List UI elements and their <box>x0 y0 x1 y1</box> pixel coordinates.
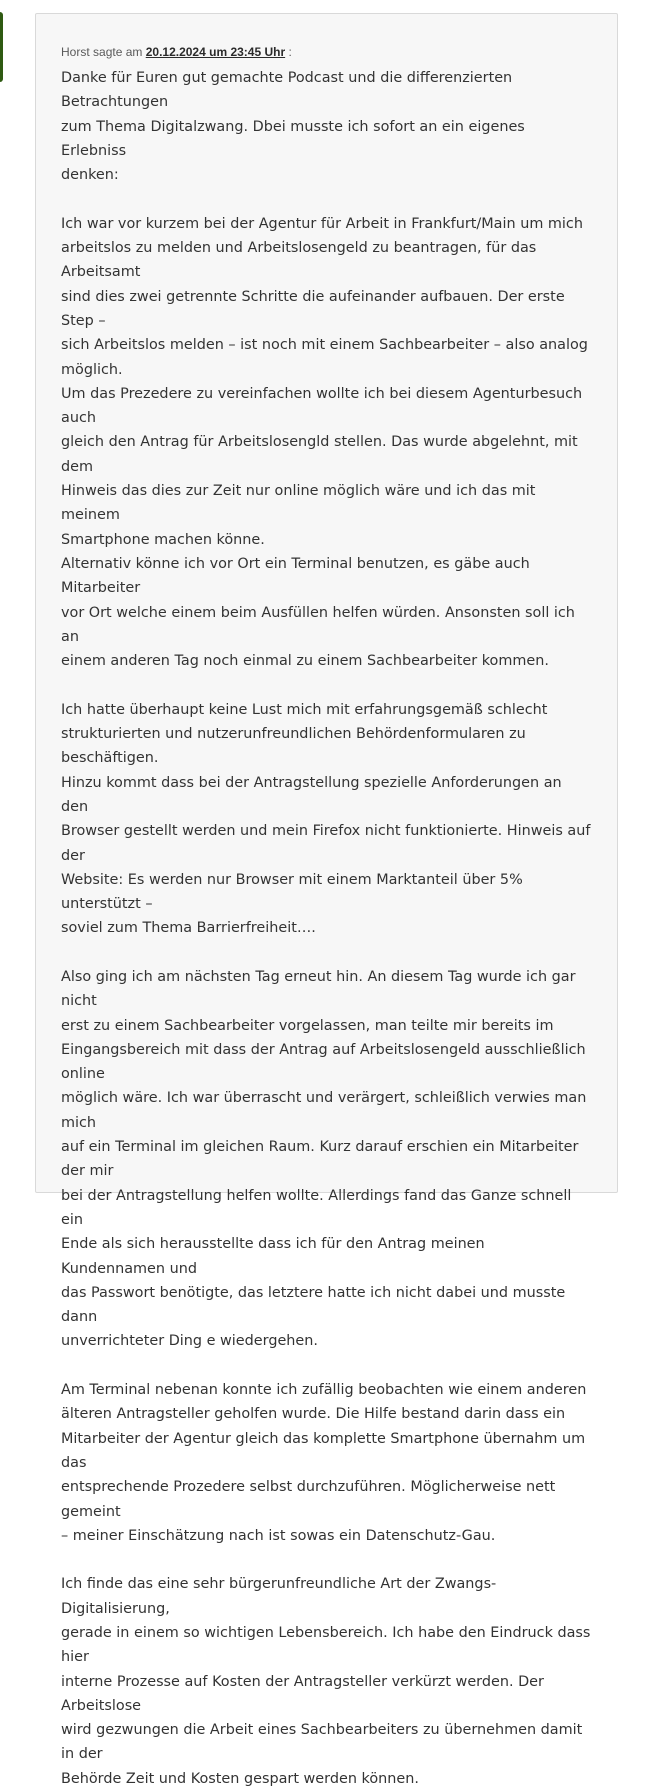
comment-body <box>61 66 593 1791</box>
comment-date-link[interactable]: 20.12.2024 um 23:45 Uhr <box>145 45 286 59</box>
side-accent-tab <box>0 12 3 82</box>
comment-paragraph: Danke für Euren gut gemachte Podcast und die differenzierten Betrachtungen zum Thema Digitalzwang. Dbei musste ich sofort an ein eigenes Erlebniss denken: <box>61 70 525 184</box>
comment-paragraph: Ich war vor kurzem bei der Agentur für Arbeit in Frankfurt/Main um mich arbeitslos zu melden und Arbeitslosengeld zu beantragen, für das Arbeitsamt sind dies zwei getrennte Schritte die aufeinander aufbauen. Der erste Step – sich Arbeitslos melden – ist noch mit einem Sachbearbeiter – also analog möglich. Um das Prezedere zu vereinfachen wollte ich bei diesem Agenturbesuch auch gleich den Antrag für Arbeitslosengld stellen. Das wurde abgelehnt, mit dem Hinweis das dies zur Zeit nur online möglich wäre und ich das mit meinem Smartphone machen könne. Alternativ könne ich vor Ort ein Terminal benutzen, es gäbe auch Mitarbeiter vor Ort welche einem beim Ausfüllen helfen würden. Ansonsten soll ich an einem anderen Tag noch einmal zu einem Sachbearbeiter kommen. <box>61 215 588 670</box>
comment-paragraph: Am Terminal nebenan konnte ich zufällig beobachten wie einem anderen älteren Antragsteller geholfen wurde. Die Hilfe bestand darin dass ein Mitarbeiter der Agentur gleich das komplette Smartphone übernahm um das entsprechende Prozedere selbst durchzuführen. Möglicherweise nett gemeint – meiner Einschätzung nach ist sowas ein Datenschutz-Gau. <box>61 1382 587 1544</box>
comment-paragraph: Ich finde das eine sehr bürgerunfreundliche Art der Zwangs-Digitalisierung, gerade in einem so wichtigen Lebensbereich. Ich habe den Eindruck dass hier interne Prozesse auf Kosten der Antragsteller verkürzt werden. Der Arbeitslose wird gezwungen die Arbeit eines Sachbearbeiters zu übernehmen damit in der Behörde Zeit und Kosten gespart werden können. <box>61 1576 591 1787</box>
comment-author: Horst <box>61 45 90 59</box>
comment-paragraph: Also ging ich am nächsten Tag erneut hin. An diesem Tag wurde ich gar nicht erst zu einem Sachbearbeiter vorgelassen, man teilte mir bereits im Eingangsbereich mit dass der Antrag auf Arbeitslosengeld ausschließlich online möglich wäre. Ich war überrascht und verärgert, schleißlich verwies man mich auf ein Terminal im gleichen Raum. Kurz darauf erschien ein Mitarbeiter der mir bei der Antragstellung helfen wollte. Allerdings fand das Ganze schnell ein Ende als sich herausstellte dass ich für den Antrag meinen Kundennamen und das Passwort benötigte, das letztere hatte ich nicht dabei und musste dann unverrichteter Ding e wiedergehen. <box>61 968 587 1350</box>
comment-said-on: sagte am <box>93 45 143 59</box>
comment-card <box>35 13 618 1787</box>
comment-paragraph: Ich hatte überhaupt keine Lust mich mit erfahrungsgemäß schlecht strukturierten und nutzerunfreundlichen Behördenformularen zu beschäftigen. Hinzu kommt dass bei der Antragstellung spezielle Anforderungen an den Browser gestellt werden und mein Firefox nicht funktionierte. Hinweis auf der Website: Es werden nur Browser mit einem Marktanteil über 5% unterstützt – soviel zum Thema Barrierfreiheit…. <box>61 701 591 937</box>
comment-meta <box>61 44 593 60</box>
comment-meta-suffix: : <box>288 45 292 59</box>
